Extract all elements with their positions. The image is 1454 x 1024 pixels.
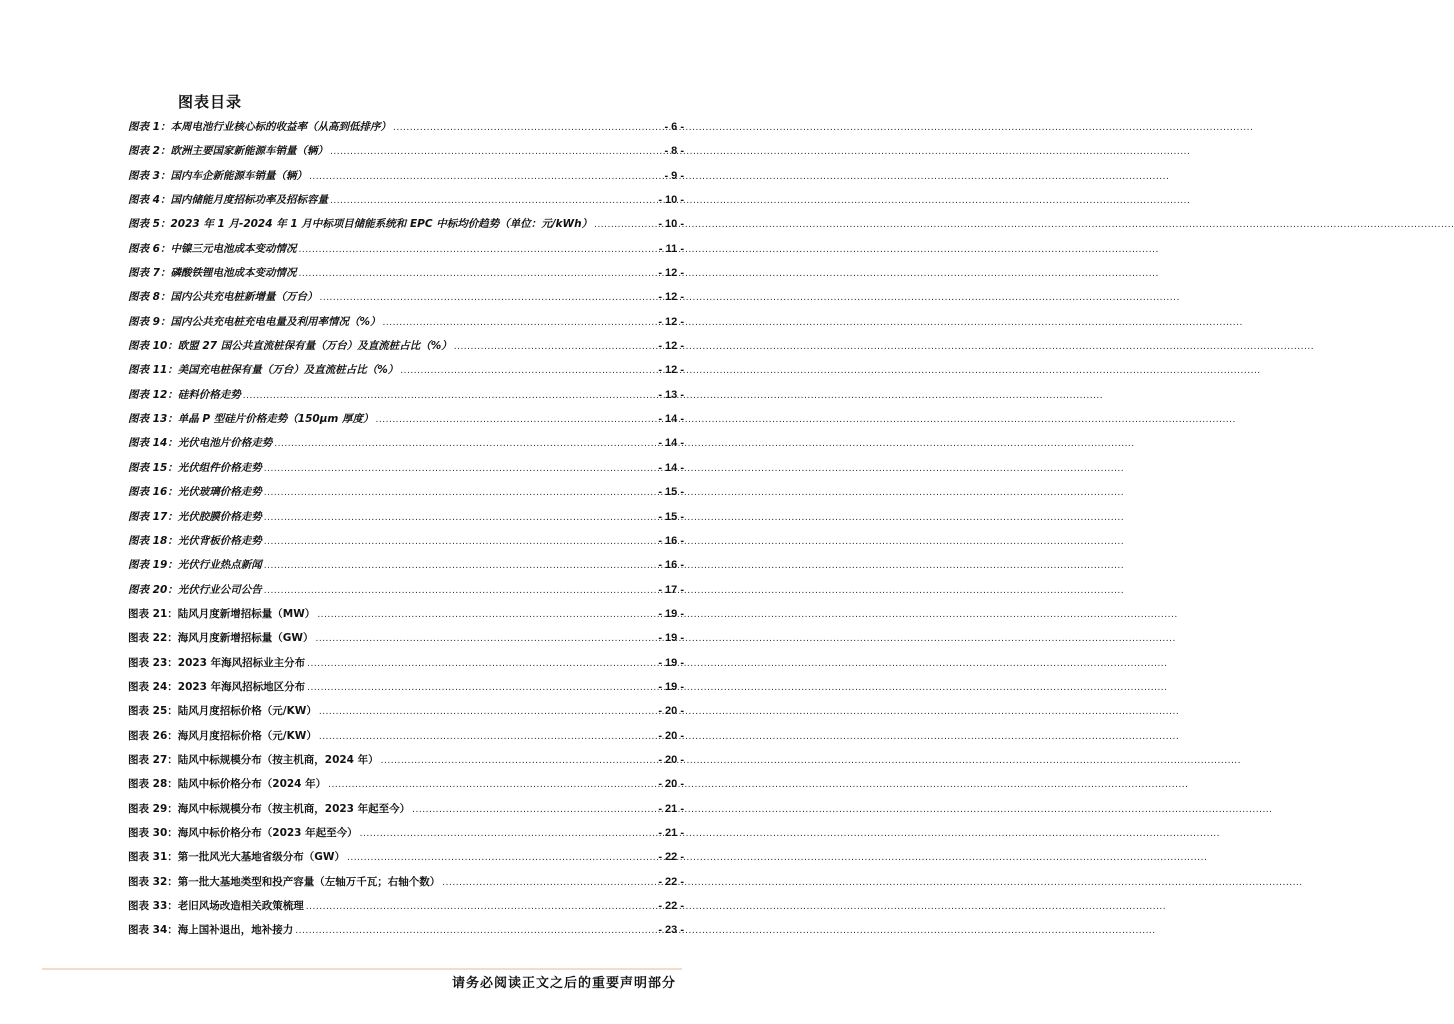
toc-entry[interactable] (128, 799, 684, 823)
dot-leader (307, 654, 656, 674)
toc-entry[interactable] (128, 580, 684, 604)
dot-leader (360, 824, 657, 844)
toc-entry-page-number[interactable]: - 22 - (658, 875, 684, 888)
toc-entry-title[interactable]: 图表 3：国内车企新能源车销量（辆） (128, 169, 307, 182)
dot-leader (315, 629, 656, 649)
dot-leader (306, 897, 657, 917)
toc-entry-title[interactable]: 图表 19：光伏行业热点新闻 (128, 559, 262, 572)
toc-entry-page-number[interactable]: - 9 - (664, 169, 684, 182)
toc-entry-page-number[interactable]: - 20 - (658, 729, 684, 742)
toc-entry[interactable] (128, 677, 684, 701)
dot-leader (381, 751, 657, 771)
dot-leader (319, 702, 656, 722)
toc-entry[interactable] (128, 896, 684, 920)
toc-entry-page-number[interactable]: - 12 - (658, 291, 684, 304)
toc-heading: 图表目录 (178, 93, 243, 111)
toc-entry-page-number[interactable]: - 11 - (658, 242, 684, 255)
dot-leader (264, 581, 657, 601)
toc-entry-title[interactable]: 图表 12：硅料价格走势 (128, 388, 241, 401)
dot-leader (298, 240, 656, 260)
toc-entry-title[interactable]: 图表 6：中镍三元电池成本变动情况 (128, 242, 297, 255)
toc-entry-page-number[interactable]: - 10 - (658, 194, 684, 207)
toc-entry-page-number[interactable]: - 12 - (658, 340, 684, 353)
toc-entry-title[interactable]: 图表 31：第一批风光大基地省级分布（GW） (128, 851, 345, 864)
toc-entry-title[interactable]: 图表 20：光伏行业公司公告 (128, 583, 262, 596)
toc-entry[interactable] (128, 336, 684, 360)
toc-entry-title[interactable]: 图表 1：本周电池行业核心标的收益率（从高到低排序） (128, 121, 391, 133)
toc-entry[interactable] (128, 847, 684, 871)
toc-entry[interactable] (128, 117, 684, 141)
toc-entry-page-number[interactable]: - 12 - (658, 315, 684, 328)
toc-entry[interactable] (128, 239, 684, 263)
toc-entry[interactable] (128, 701, 684, 725)
toc-entry-title[interactable]: 图表 28：陆风中标价格分布（2024 年） (128, 778, 327, 791)
toc-entry[interactable] (128, 287, 684, 311)
toc-entry[interactable] (128, 628, 684, 652)
toc-entry-page-number[interactable]: - 19 - (658, 680, 684, 693)
toc-entry[interactable] (128, 263, 684, 287)
toc-entry-title[interactable]: 图表 11：美国充电桩保有量（万台）及直流桩占比（%） (128, 364, 399, 377)
toc-entry[interactable] (128, 774, 684, 798)
dot-leader (264, 459, 657, 479)
toc-entry-title[interactable]: 图表 5：2023 年 1 月-2024 年 1 月中标项目储能系统和 EPC 中标均价趋势（单位：元/kWh） (128, 218, 593, 231)
toc-entry-title[interactable]: 图表 9：国内公共充电桩充电电量及利用率情况（%） (128, 315, 381, 328)
dot-leader (264, 508, 657, 528)
toc-entry[interactable] (128, 823, 684, 847)
toc-entry-title[interactable]: 图表 14：光伏电池片价格走势 (128, 437, 273, 450)
toc-entry[interactable] (128, 190, 684, 214)
toc-entry-page-number[interactable]: - 19 - (658, 632, 684, 645)
toc-entry[interactable] (128, 458, 684, 482)
toc-entry-title[interactable]: 图表 8：国内公共充电桩新增量（万台） (128, 291, 318, 304)
toc-entry-page-number[interactable]: - 22 - (658, 900, 684, 912)
toc-entry-title[interactable]: 图表 10：欧盟 27 国公共直流桩保有量（万台）及直流桩占比（%） (128, 340, 452, 353)
toc-entry-title[interactable]: 图表 17：光伏胶膜价格走势 (128, 510, 262, 523)
toc-entry-title[interactable]: 图表 23：2023 年海风招标业主分布 (128, 656, 306, 669)
toc-entry-title[interactable]: 图表 4：国内储能月度招标功率及招标容量 (128, 194, 328, 207)
toc-entry-title[interactable]: 图表 22：海风月度新增招标量（GW） (128, 632, 314, 645)
toc-entry[interactable] (128, 507, 684, 531)
dot-leader (393, 118, 662, 138)
dot-leader (412, 800, 656, 820)
toc-entry-title[interactable]: 图表 15：光伏组件价格走势 (128, 461, 262, 474)
toc-entry-page-number[interactable]: - 19 - (658, 607, 684, 620)
toc-entry-title[interactable]: 图表 25：陆风月度招标价格（元/KW） (128, 705, 317, 718)
toc-entry[interactable] (128, 750, 684, 774)
toc-entry-title[interactable]: 图表 30：海风中标价格分布（2023 年起至今） (128, 826, 358, 839)
toc-entry-title[interactable]: 图表 27：陆风中标规模分布（按主机商，2024 年） (128, 753, 379, 766)
dot-leader (307, 678, 656, 698)
toc-entry[interactable] (128, 920, 684, 944)
toc-entry[interactable] (128, 726, 684, 750)
toc-entry[interactable] (128, 360, 684, 384)
toc-entry-page-number[interactable]: - 20 - (658, 705, 684, 718)
toc-entry[interactable] (128, 312, 684, 336)
toc-entry-title[interactable]: 图表 16：光伏玻璃价格走势 (128, 486, 262, 499)
toc-entry-page-number[interactable]: - 16 - (658, 559, 684, 572)
toc-entry-title[interactable]: 图表 13：单晶 P 型硅片价格走势（150μm 厚度） (128, 413, 374, 426)
table-of-figures (128, 117, 684, 945)
toc-entry-page-number[interactable]: - 21 - (658, 826, 684, 839)
toc-entry[interactable] (128, 409, 684, 433)
toc-entry[interactable] (128, 385, 684, 409)
toc-entry-page-number[interactable]: - 12 - (658, 364, 684, 377)
dot-leader (400, 361, 656, 381)
toc-entry[interactable] (128, 653, 684, 677)
toc-entry[interactable] (128, 141, 684, 165)
dot-leader (295, 921, 656, 941)
toc-entry-title[interactable]: 图表 2：欧洲主要国家新能源车销量（辆） (128, 145, 328, 158)
toc-entry-page-number[interactable]: - 14 - (658, 461, 684, 474)
toc-entry-page-number[interactable]: - 19 - (658, 656, 684, 669)
toc-entry-page-number[interactable]: - 20 - (658, 778, 684, 791)
dot-leader (264, 556, 657, 576)
toc-entry-page-number[interactable]: - 6 - (664, 121, 684, 133)
toc-entry-title[interactable]: 图表 32：第一批大基地类型和投产容量（左轴万千瓦；右轴个数） (128, 875, 441, 888)
toc-entry-page-number[interactable]: - 15 - (658, 486, 684, 499)
toc-entry[interactable] (128, 531, 684, 555)
toc-entry-page-number[interactable]: - 14 - (658, 413, 684, 426)
dot-leader (382, 313, 656, 333)
toc-entry[interactable] (128, 433, 684, 457)
toc-entry-page-number[interactable]: - 17 - (658, 583, 684, 596)
toc-entry[interactable] (128, 214, 684, 238)
dot-leader (330, 142, 662, 162)
dot-leader (309, 167, 662, 187)
dot-leader (317, 605, 656, 625)
toc-entry-title[interactable]: 图表 34：海上国补退出，地补接力 (128, 924, 294, 937)
dot-leader (319, 727, 656, 747)
dot-leader (264, 483, 657, 503)
toc-entry-title[interactable]: 图表 21：陆风月度新增招标量（MW） (128, 607, 316, 620)
toc-entry-page-number[interactable]: - 16 - (658, 534, 684, 547)
toc-entry-page-number[interactable]: - 14 - (658, 437, 684, 450)
toc-entry-page-number[interactable]: - 15 - (658, 510, 684, 523)
toc-entry[interactable] (128, 604, 684, 628)
toc-entry-page-number[interactable]: - 8 - (664, 145, 684, 158)
dot-leader (376, 410, 657, 430)
toc-entry-title[interactable]: 图表 18：光伏背板价格走势 (128, 534, 262, 547)
dot-leader (319, 288, 656, 308)
toc-entry-page-number[interactable]: - 23 - (658, 924, 684, 937)
toc-entry-page-number[interactable]: - 22 - (658, 851, 684, 864)
toc-entry[interactable] (128, 872, 684, 896)
dot-leader (264, 532, 657, 552)
dot-leader (274, 434, 656, 454)
toc-entry-page-number[interactable]: - 12 - (658, 267, 684, 280)
dot-leader (243, 386, 657, 406)
toc-entry-page-number[interactable]: - 20 - (658, 753, 684, 766)
dot-leader (594, 215, 656, 235)
toc-entry[interactable] (128, 555, 684, 579)
toc-entry[interactable] (128, 482, 684, 506)
toc-entry-title[interactable]: 图表 33：老旧风场改造相关政策梳理 (128, 900, 304, 912)
dot-leader (442, 873, 656, 893)
toc-entry-page-number[interactable]: - 10 - (658, 218, 684, 231)
toc-entry-title[interactable]: 图表 24：2023 年海风招标地区分布 (128, 680, 306, 693)
dot-leader (454, 337, 657, 357)
toc-entry-page-number[interactable]: - 13 - (658, 388, 684, 401)
dot-leader (347, 848, 656, 868)
dot-leader (328, 775, 656, 795)
toc-entry-page-number[interactable]: - 21 - (658, 802, 684, 815)
dot-leader (298, 264, 656, 284)
toc-entry-title[interactable]: 图表 29：海风中标规模分布（按主机商，2023 年起至今） (128, 802, 411, 815)
dot-leader (330, 191, 656, 211)
toc-entry-title[interactable]: 图表 7：磷酸铁锂电池成本变动情况 (128, 267, 297, 280)
toc-entry[interactable] (128, 166, 684, 190)
footer-disclaimer: 请务必阅读正文之后的重要声明部分 (451, 976, 676, 991)
footer-divider (42, 968, 682, 970)
toc-entry-title[interactable]: 图表 26：海风月度招标价格（元/KW） (128, 729, 317, 742)
